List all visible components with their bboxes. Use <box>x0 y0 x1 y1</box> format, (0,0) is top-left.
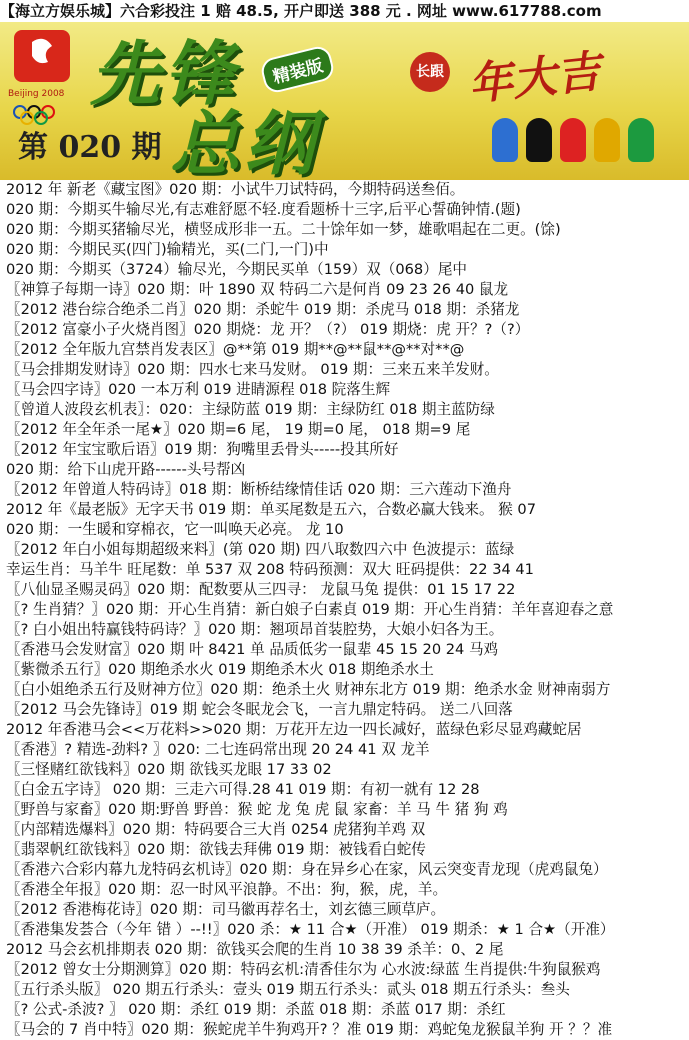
text-line: 〖马会排期发财诗〗020 期：四水七来马发财。 019 期：三来五来羊发财。 <box>6 361 499 378</box>
text-line: 〖? 白小姐出特赢钱特码诗？〗020 期：翘项昂首装腔势，大娘小妇各为王。 <box>6 621 504 638</box>
text-line: 〖2012 香港梅花诗〗020 期：司马徽再荐名士，刘玄德三顾草庐。 <box>6 901 446 918</box>
text-line: 〖? 生肖猜？〗020 期：开心生肖猜：新白娘子白素貞 019 期：开心生肖猜：羊年喜迎春之意 <box>6 601 614 618</box>
banner-title-right: 总纲 <box>170 102 318 180</box>
text-line: 〖2012 马会先锋诗〗019 期 蛇会冬眠龙会飞，一言九鼎定特码。 送二八回落 <box>6 701 513 718</box>
text-line: 〖八仙显圣赐灵码〗020 期：配数要从三四寻： 龙鼠马兔 提供：01 15 17 22 <box>6 581 516 598</box>
text-line: 〖2012 港台综合绝杀二肖〗020 期：杀蛇牛 019 期：杀虎马 018 期：杀猪龙 <box>6 301 520 318</box>
olympic-logo <box>6 28 78 128</box>
mascot-figure <box>594 118 620 162</box>
text-line: 020 期：今期买猪输尽光，横竖成形非一五。二十馀年如一梦，雄歌唱起在二更。(馀) <box>6 221 561 238</box>
text-line: 〖香港〗? 精选-劲料? 〗020: 二七连码常出现 20 24 41 双 龙羊 <box>6 741 430 758</box>
text-line: 〖2012 年宝宝歌后语〗019 期：狗嘴里丢骨头-----投其所好 <box>6 441 399 458</box>
mascot-figure <box>628 118 654 162</box>
text-line: 2012 年香港马会<<万花料>>020 期：万花开左边一四长减好，蓝绿色彩尽显鸡藏蛇居 <box>6 721 582 738</box>
text-line: 幸运生肖：马羊牛 旺尾数：单 537 双 208 特码预测：双大 旺码提供：22 34 41 <box>6 561 534 578</box>
text-line: 020 期：今期民买(四门)输精光，买(二门,一门)中 <box>6 241 329 258</box>
text-line: 〖白金五字诗〗 020 期：三走六可得.28 41 019 期：有初一就有 12 28 <box>6 781 480 798</box>
text-line: 020 期：给下山虎开路------头号帮凶 <box>6 461 246 478</box>
text-line: 〖香港马会发财富〗020 期 叶 8421 单 品质低劣一鼠辈 45 15 20 24 马鸡 <box>6 641 499 658</box>
banner-subtitle: 精装版 <box>259 44 336 95</box>
text-line: 〖2012 年全年杀一尾★〗020 期=6 尾， 19 期=0 尾， 018 期=9 尾 <box>6 421 471 438</box>
text-line: 〖紫微杀五行〗020 期绝杀水火 019 期绝杀木火 018 期绝杀水土 <box>6 661 434 678</box>
text-line: 〖2012 曾女士分期测算〗020 期：特码玄机:清香佳尔为 心水波:绿蓝 生肖提供:牛狗鼠猴鸡 <box>6 961 601 978</box>
text-line: 020 期：今期买（3724）输尽光，今期民买单（159）双（068）尾中 <box>6 261 468 278</box>
banner-issue: 第 020 期 <box>18 130 162 165</box>
text-line: 2012 马会玄机排期表 020 期：欲钱买会爬的生肖 10 38 39 杀羊：0、2 尾 <box>6 941 504 958</box>
text-line: 〖马会四字诗〗020 一本万利 019 进睛源程 018 院落生辉 <box>6 381 391 398</box>
text-line: 〖香港六合彩内幕九龙特码玄机诗〗020 期：身在异乡心在家，风云突变青龙现（虎鸡鼠兔） <box>6 861 608 878</box>
text-line: 〖翡翠帆红欲钱料〗020 期：欲钱去拜佛 019 期：被钱看白蛇传 <box>6 841 426 858</box>
text-line: 〖五行杀头版〗 020 期五行杀头：壹头 019 期五行杀头：贰头 018 期五行杀头：叁头 <box>6 981 570 998</box>
text-line: 020 期：今期买牛输尽光,有志难舒愿不轻.度看题桥十三字,后平心誓确钟情.(题) <box>6 201 521 218</box>
mascot-figure <box>492 118 518 162</box>
header-banner <box>0 22 689 180</box>
text-line: 〖香港集发荟合（今年 错 ）--!!〗020 杀：★ 11 合★（开准） 019 期杀：★ 1 合★（开准） <box>6 921 615 938</box>
text-line: 〖2012 年白小姐每期超级来料〗(第 020 期) 四八取数四六中 色波提示：蓝绿 <box>6 541 515 558</box>
text-line: 〖? 公式-杀波? 〗 020 期：杀红 019 期：杀蓝 018 期：杀蓝 017 期：杀红 <box>6 1001 506 1018</box>
text-line: 020 期：一生暖和穿棉衣，它一叫唤天必亮。 龙 10 <box>6 521 344 538</box>
text-line: 〖2012 年曾道人特码诗〗018 期：断桥结缘情佳话 020 期：三六莲动下渔舟 <box>6 481 512 498</box>
banner-title-left: 先锋 <box>90 32 238 115</box>
mascot-figure <box>526 118 552 162</box>
text-line: 〖内部精选爆料〗020 期：特码要合三大肖 0254 虎猪狗羊鸡 双 <box>6 821 426 838</box>
text-line: 〖曾道人波段玄机表〗：020：主绿防蓝 019 期：主绿防红 018 期主蓝防绿 <box>6 401 495 418</box>
top-ad-banner[interactable]: 【海立方娱乐城】六合彩投注 1 赔 48.5, 开户即送 388 元 . 网址 www.617788.com <box>0 0 689 22</box>
olympic-text: Beijing 2008 <box>8 89 65 99</box>
text-line: 〖2012 富豪小子火烧肖图〗020 期烧：龙 开？（?） 019 期烧：虎 开？?（?） <box>6 321 530 338</box>
text-line: 〖香港全年报〗020 期：忍一时风平浪静。不出：狗，猴，虎，羊。 <box>6 881 448 898</box>
text-line: 〖2012 全年版九宫禁肖发表区〗@**第 019 期**@**鼠**@**对**@ <box>6 341 465 358</box>
banner-badge: 长跟 <box>410 52 450 92</box>
text-line: 〖野兽与家畜〗020 期:野兽 野兽：猴 蛇 龙 兔 虎 鼠 家畜：羊 马 牛 猪 狗 鸡 <box>6 801 508 818</box>
text-line: 〖三怪赌红欲钱料〗020 期 欲钱买龙眼 17 33 02 <box>6 761 332 778</box>
text-line: 〖神算子每期一诗〗020 期：叶 1890 双 特码二六是何肖 09 23 26 40 鼠龙 <box>6 281 509 298</box>
banner-slogan: 年大吉 <box>466 46 603 111</box>
text-line: 2012 年《最老版》无字天书 019 期：单买尾数是五六，合数必赢大钱来。 猴 07 <box>6 501 536 518</box>
mascot-figure <box>560 118 586 162</box>
text-line: 〖马会的 7 肖中特〗020 期：猴蛇虎羊牛狗鸡开? ？准 019 期：鸡蛇兔龙猴鼠羊狗 开 ？？准 <box>6 1021 613 1038</box>
text-line: 〖白小姐绝杀五行及财神方位〗020 期：绝杀土火 财神东北方 019 期：绝杀水金 财神南弱方 <box>6 681 611 698</box>
text-line: 2012 年 新老《藏宝图》020 期：小试牛刀试特码，今期特码送叁佰。 <box>6 181 465 198</box>
